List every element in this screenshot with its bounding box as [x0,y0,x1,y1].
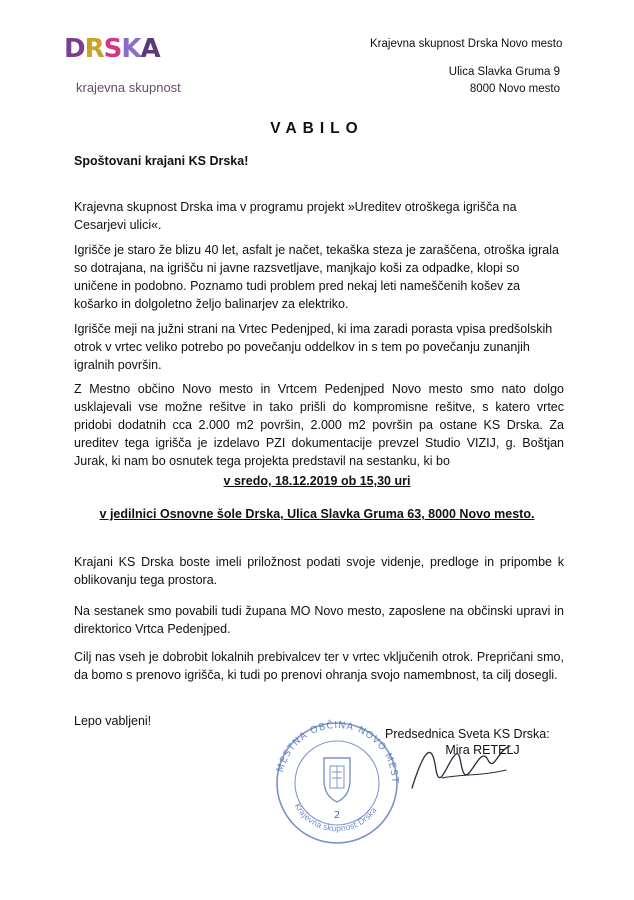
document-title: VABILO [270,120,364,137]
paragraph-goal: Cilj nas vseh je dobrobit lokalnih prebivalcev ter v vrtec vključenih otrok. Prepričani smo, da bomo s prenovo igrišča, ki tudi po prenovi ohranja svojo namembnost, ta cilj dosegli. [74,650,564,682]
logo-letter: D [64,34,85,64]
logo-letter: S [103,34,122,64]
stamp-number: 2 [333,810,341,821]
header-city: 8000 Novo mesto [469,83,560,95]
stamp-crest-icon [324,758,350,802]
paragraph-kindergarten: Igrišče meji na južni strani na Vrtec Pedenjped, ki ima zaradi porasta vpisa predšolskih otrok v vrtec veliko potrebo po povečanju oddelkov in s tem po povečanju zunanjih igralnih površin. [74,322,553,372]
header-address [449,64,560,98]
header-street: Ulica Slavka Gruma 9 [448,66,560,78]
logo-letter: K [121,34,141,64]
paragraph-intro: Krajevna skupnost Drska ima v programu projekt »Ureditev otroškega igrišča na Cesarjevi ulici«. [74,200,517,232]
event-location: v jedilnici Osnovne šole Drska, Ulica Slavka Gruma 63, 8000 Novo mesto. [99,507,535,521]
paragraph-agreement: Z Mestno občino Novo mesto in Vrtcem Pedenjped Novo mesto smo nato dolgo usklajevali vse možne rešitve in tako prišli do kompromisne rešitve, s katero vrtec pridobi dodatnih cca 2.000 m2 površin, 2.000 m2 površin pa ostane KS Drska. Za ureditev tega igrišča je izdelavo PZI dokumentacije prevzel Studio VIZIJ, g. Boštjan Jurak, ki nam bo osnutek tega projekta predstavil na sestanku, ki bo [74,382,564,468]
signature-role: Predsednica Sveta KS Drska: [385,727,550,741]
greeting: Spoštovani krajani KS Drska! [74,154,249,168]
logo-subtitle: krajevna skupnost [76,80,181,95]
stamp-ring-text: MESTNA OBČINA NOVO MEST [275,719,401,785]
paragraph-condition: Igrišče je staro že blizu 40 let, asfalt je načet, tekaška steza je zaraščena, otroška igrala so dotrajana, na igrišču ni javne razsvetljave, manjkajo koši za odpadke, klopi so uničene in podobno. Poznamo tudi problem pred nekaj leti nameščenih košev za košarko in dolgoletno željo balinarjev za elektriko. [74,243,559,311]
logo-wordmark [64,34,160,64]
handwritten-signature [402,730,522,800]
ks-drska-logo [64,34,194,104]
logo-letter: R [84,34,104,64]
signature-name: Mira RETELJ [445,743,520,757]
header-organization: Krajevna skupnost Drska Novo mesto [370,38,563,50]
paragraph-opportunity: Krajani KS Drska boste imeli priložnost podati svoje videnje, predloge in pripombe k oblikovanju tega prostora. [74,555,564,587]
closing-line: Lepo vabljeni! [74,714,152,728]
stamp-bottom-text: Krajevna skupnost Drska [292,801,379,834]
logo-letter: A [140,34,160,64]
paragraph-invited: Na sestanek smo povabili tudi župana MO Novo mesto, zaposlene na občinski upravi in direktorico Vrtca Pedenjped. [74,604,564,636]
event-datetime: v sredo, 18.12.2019 ob 15,30 uri [223,474,411,488]
svg-text:MESTNA OBČINA NOVO MESTO [262,718,400,784]
